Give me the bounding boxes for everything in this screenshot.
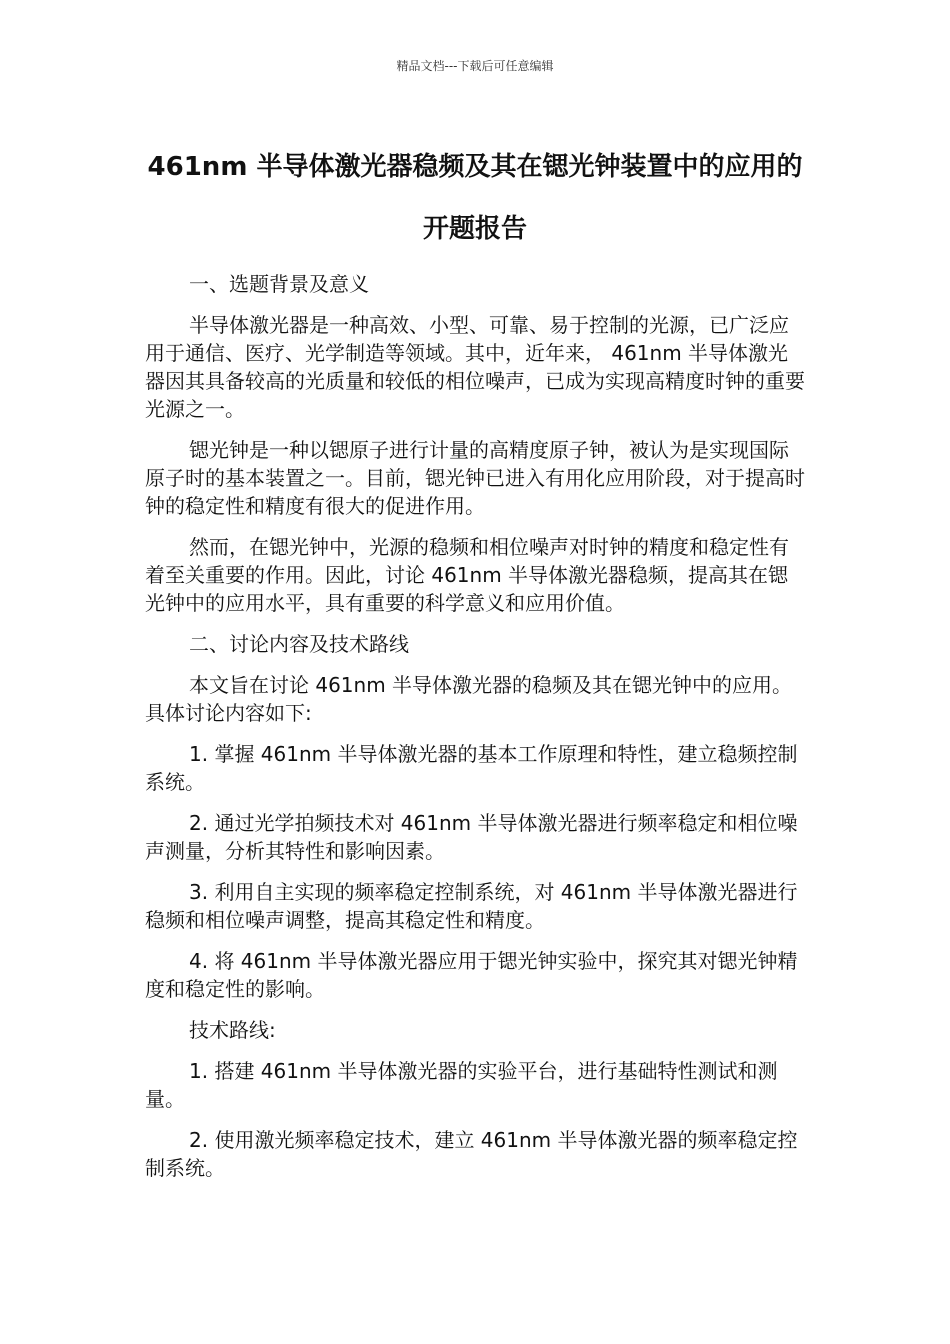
list-item: 2. 使用激光频率稳定技术，建立 461nm 半导体激光器的频率稳定控制系统。 xyxy=(145,1128,798,1180)
section-heading-content: 二、讨论内容及技术路线 xyxy=(189,632,409,656)
running-header: 精品文档---下载后可任意编辑 xyxy=(396,59,554,73)
document-body xyxy=(145,270,807,1195)
paragraph: 然而，在锶光钟中，光源的稳频和相位噪声对时钟的精度和稳定性有着至关重要的作用。因此，讨论 461nm 半导体激光器稳频，提高其在锶光钟中的应用水平，具有重要的科学意义和应用价值。 xyxy=(145,535,789,615)
list-item: 4. 将 461nm 半导体激光器应用于锶光钟实验中，探究其对锶光钟精度和稳定性的影响。 xyxy=(145,949,798,1001)
list-item: 1. 搭建 461nm 半导体激光器的实验平台，进行基础特性测试和测量。 xyxy=(145,1059,778,1111)
route-label: 技术路线: xyxy=(189,1018,276,1042)
paragraph: 本文旨在讨论 461nm 半导体激光器的稳频及其在锶光钟中的应用。具体讨论内容如下: xyxy=(145,673,793,725)
list-item: 2. 通过光学拍频技术对 461nm 半导体激光器进行频率稳定和相位噪声测量，分析其特性和影响因素。 xyxy=(145,811,798,863)
list-item: 1. 掌握 461nm 半导体激光器的基本工作原理和特性，建立稳频控制系统。 xyxy=(145,742,798,794)
paragraph: 半导体激光器是一种高效、小型、可靠、易于控制的光源，已广泛应用于通信、医疗、光学制造等领域。其中，近年来， 461nm 半导体激光器因其具备较高的光质量和较低的相位噪声，已成为实现高精度时钟的重要光源之一。 xyxy=(145,313,805,421)
document-title: 461nm 半导体激光器稳频及其在锶光钟装置中的应用的开题报告 xyxy=(147,152,803,244)
paragraph: 锶光钟是一种以锶原子进行计量的高精度原子钟，被认为是实现国际原子时的基本装置之一。目前，锶光钟已进入有用化应用阶段，对于提高时钟的稳定性和精度有很大的促进作用。 xyxy=(145,438,805,518)
list-item: 3. 利用自主实现的频率稳定控制系统，对 461nm 半导体激光器进行稳频和相位噪声调整，提高其稳定性和精度。 xyxy=(145,880,798,932)
section-heading-background: 一、选题背景及意义 xyxy=(189,272,369,296)
